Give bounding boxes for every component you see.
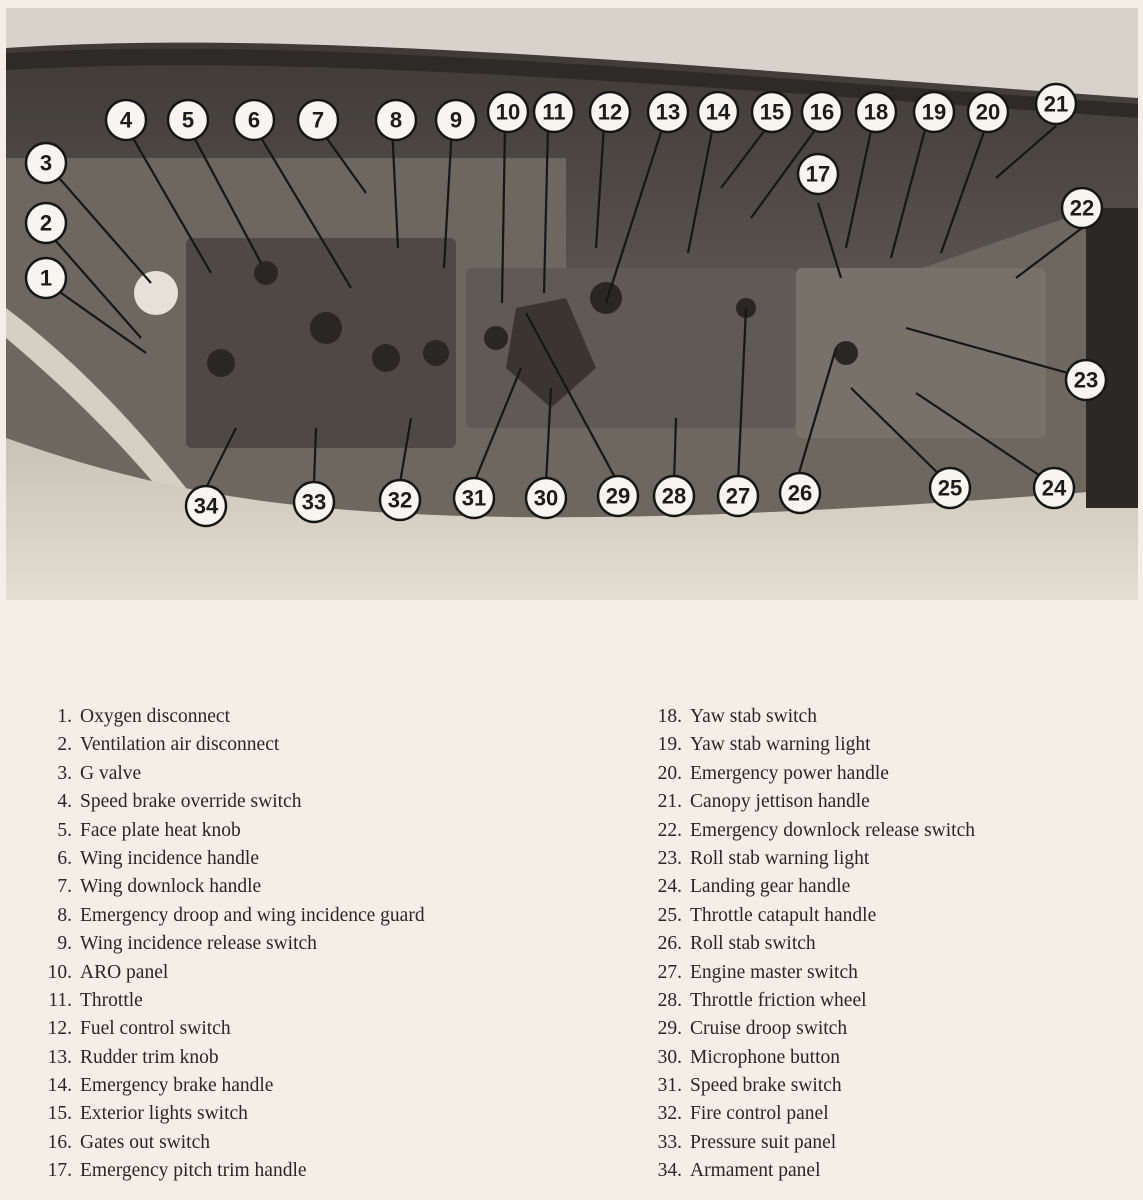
legend-item-number: 5. [57, 819, 72, 841]
legend-item-text: Throttle [80, 989, 143, 1011]
legend-item [24, 902, 425, 930]
legend-item-text: G valve [80, 762, 142, 784]
callout-3: 3 [39, 150, 53, 176]
callout-21: 21 [1043, 91, 1069, 117]
legend-item-text: Wing downlock handle [80, 876, 262, 898]
legend-item-text: Wing incidence release switch [80, 933, 317, 955]
cockpit-photo [6, 8, 1138, 600]
legend-item [24, 873, 425, 901]
callout-25: 25 [937, 475, 963, 501]
legend-item-text: Speed brake override switch [80, 791, 302, 813]
legend-item [626, 902, 975, 930]
legend-item [24, 930, 425, 958]
legend-item-number: 7. [57, 876, 72, 898]
legend-item [24, 987, 425, 1015]
legend-item-number: 10. [47, 961, 72, 983]
callout-28: 28 [661, 483, 687, 509]
legend-item-text: Yaw stab switch [690, 706, 817, 727]
callout-4: 4 [119, 107, 133, 133]
legend-item [24, 817, 425, 845]
legend-item-number: 9. [57, 933, 72, 955]
legend-item-number: 32. [657, 1103, 682, 1125]
legend-item-text: Roll stab warning light [690, 847, 870, 869]
callout-17: 17 [805, 161, 831, 187]
callout-26: 26 [787, 480, 813, 506]
legend-item-number: 33. [657, 1131, 682, 1153]
legend-item-text: Fuel control switch [80, 1018, 231, 1040]
callout-5: 5 [181, 107, 195, 133]
callout-30: 30 [533, 485, 559, 511]
callout-27: 27 [725, 483, 751, 509]
legend-item-number: 18. [657, 706, 682, 727]
legend-item-text: Exterior lights switch [80, 1103, 248, 1125]
legend-item [626, 1129, 975, 1157]
legend-item-number: 11. [48, 989, 72, 1011]
legend-item [626, 788, 975, 816]
legend-item-number: 22. [657, 819, 682, 841]
legend-item-number: 21. [657, 791, 682, 813]
legend-item [24, 731, 425, 759]
legend-item [626, 703, 975, 731]
legend-item [626, 1072, 975, 1100]
legend-item-text: ARO panel [80, 961, 169, 983]
legend-item-text: Rudder trim knob [80, 1046, 219, 1068]
callout-14: 14 [705, 99, 731, 125]
legend-item-number: 31. [657, 1075, 682, 1097]
legend-item-text: Pressure suit panel [690, 1131, 837, 1153]
legend-item-number: 12. [47, 1018, 72, 1040]
callout-23: 23 [1073, 367, 1099, 393]
legend-item [626, 959, 975, 987]
callout-29: 29 [605, 483, 631, 509]
legend-item [24, 760, 425, 788]
legend-item [24, 1100, 425, 1128]
legend-item [24, 845, 425, 873]
callout-15: 15 [759, 99, 785, 125]
legend-item-text: Throttle friction wheel [690, 989, 867, 1011]
legend-item-text: Armament panel [690, 1160, 821, 1182]
legend-item-text: Face plate heat knob [80, 819, 241, 841]
legend-item-text: Gates out switch [80, 1131, 210, 1153]
legend-item-number: 8. [57, 904, 72, 926]
legend-item-text: Roll stab switch [690, 933, 816, 955]
legend-item-text: Emergency droop and wing incidence guard [80, 904, 425, 926]
legend-item [24, 1129, 425, 1157]
callout-1: 1 [39, 265, 53, 291]
legend-right-column [626, 703, 975, 1186]
callout-12: 12 [597, 99, 623, 125]
legend-item [24, 1044, 425, 1072]
callout-32: 32 [387, 487, 413, 513]
legend-item [626, 987, 975, 1015]
legend-item-text: Oxygen disconnect [80, 706, 231, 727]
legend-item-number: 17. [47, 1160, 72, 1182]
legend-item [626, 760, 975, 788]
legend-item-number: 25. [657, 904, 682, 926]
legend-item-number: 6. [57, 847, 72, 869]
legend-item-text: Speed brake switch [690, 1075, 842, 1097]
legend-item-text: Emergency pitch trim handle [80, 1160, 307, 1182]
legend-item-text: Yaw stab warning light [690, 734, 871, 756]
callout-10: 10 [495, 99, 521, 125]
legend-item [626, 1044, 975, 1072]
legend-item-text: Ventilation air disconnect [80, 734, 280, 756]
callout-16: 16 [809, 99, 835, 125]
legend-item [24, 703, 425, 731]
legend-item-number: 34. [657, 1160, 682, 1182]
legend-item-text: Throttle catapult handle [690, 904, 877, 926]
legend-item [24, 1157, 425, 1185]
legend-item-number: 19. [657, 734, 682, 756]
callout-31: 31 [461, 485, 487, 511]
legend-item-number: 23. [657, 847, 682, 869]
legend-item [626, 930, 975, 958]
legend-item-number: 26. [657, 933, 682, 955]
callout-6: 6 [247, 107, 261, 133]
legend-item-number: 4. [57, 791, 72, 813]
legend-item [626, 1015, 975, 1043]
callout-9: 9 [449, 107, 463, 133]
legend-item-number: 1. [57, 706, 72, 727]
legend-item-number: 27. [657, 961, 682, 983]
legend-item-number: 29. [657, 1018, 682, 1040]
callout-22: 22 [1069, 195, 1095, 221]
legend-item-text: Wing incidence handle [80, 847, 259, 869]
legend-item [24, 788, 425, 816]
callout-33: 33 [301, 489, 327, 515]
legend-item-number: 15. [47, 1103, 72, 1125]
callout-13: 13 [655, 99, 681, 125]
legend-item [626, 873, 975, 901]
callout-19: 19 [921, 99, 947, 125]
legend-item [24, 959, 425, 987]
legend-item-number: 28. [657, 989, 682, 1011]
callout-11: 11 [542, 99, 566, 125]
legend-item-text: Cruise droop switch [690, 1018, 848, 1040]
callout-20: 20 [975, 99, 1001, 125]
legend-left-column [24, 703, 425, 1186]
legend-item-text: Microphone button [690, 1046, 841, 1068]
legend-item [626, 1100, 975, 1128]
legend-item-number: 13. [47, 1046, 72, 1068]
legend-item-text: Emergency brake handle [80, 1075, 274, 1097]
callout-34: 34 [193, 493, 219, 519]
legend-item-text: Fire control panel [690, 1103, 829, 1125]
legend-item [626, 817, 975, 845]
legend-item-number: 3. [57, 762, 72, 784]
legend-item [24, 1015, 425, 1043]
legend-item-number: 14. [47, 1075, 72, 1097]
legend-item-text: Emergency downlock release switch [690, 819, 975, 841]
callout-18: 18 [863, 99, 889, 125]
legend-item-number: 2. [57, 734, 72, 756]
callout-7: 7 [311, 107, 325, 133]
legend-item-number: 20. [657, 762, 682, 784]
legend-item [626, 1157, 975, 1185]
legend-item-text: Canopy jettison handle [690, 791, 870, 813]
legend-item [626, 845, 975, 873]
callout-2: 2 [39, 210, 53, 236]
callout-8: 8 [389, 107, 403, 133]
legend-item [24, 1072, 425, 1100]
legend-item-text: Engine master switch [690, 961, 858, 983]
legend-item-text: Landing gear handle [690, 876, 851, 898]
legend-item-text: Emergency power handle [690, 762, 889, 784]
legend-item-number: 16. [47, 1131, 72, 1153]
legend-item-number: 30. [657, 1046, 682, 1068]
callout-24: 24 [1041, 475, 1067, 501]
legend-item [626, 731, 975, 759]
legend-item-number: 24. [657, 876, 682, 898]
